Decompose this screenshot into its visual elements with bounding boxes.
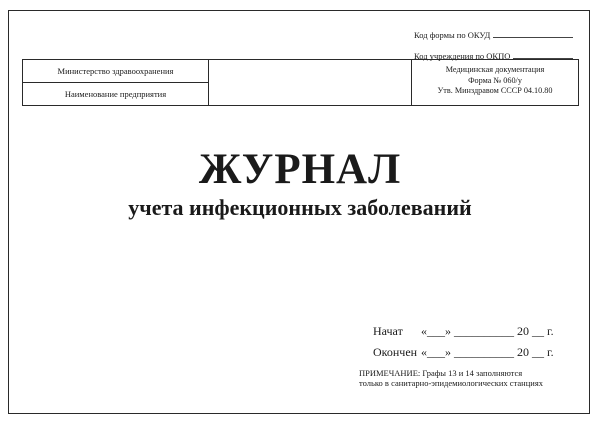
note [359,368,543,388]
okud-label: Код формы по ОКУД [414,30,491,40]
end-date-line [373,345,554,360]
end-label: Окончен [373,345,418,359]
page-subtitle: учета инфекционных заболеваний [128,195,472,220]
start-date-field: «___» __________ 20 __ г. [421,324,554,338]
okud-blank [493,29,573,38]
okud-code-line [414,29,573,40]
start-date-line [373,324,554,339]
form-number: Форма № 060/у [468,75,522,85]
end-date-field: «___» __________ 20 __ г. [421,345,554,359]
header-left-block [23,60,209,105]
note-line-1: ПРИМЕЧАНИЕ: Графы 13 и 14 заполняются [359,368,523,378]
page-title: ЖУРНАЛ [198,146,402,193]
okpo-blank [513,50,573,59]
approval-line: Утв. Минздравом СССР 04.10.80 [437,86,553,95]
document-info-block [411,60,578,105]
header-table [22,59,579,106]
note-line-2: только в санитарно-эпидемиологических станциях [359,378,543,388]
start-label: Начат [373,324,403,338]
enterprise-cell: Наименование предприятия [64,89,167,99]
doc-type: Медицинская документация [445,65,545,74]
ministry-cell: Министерство здравоохранения [23,60,208,83]
okpo-label: Код учреждения по ОКПО [414,51,511,61]
